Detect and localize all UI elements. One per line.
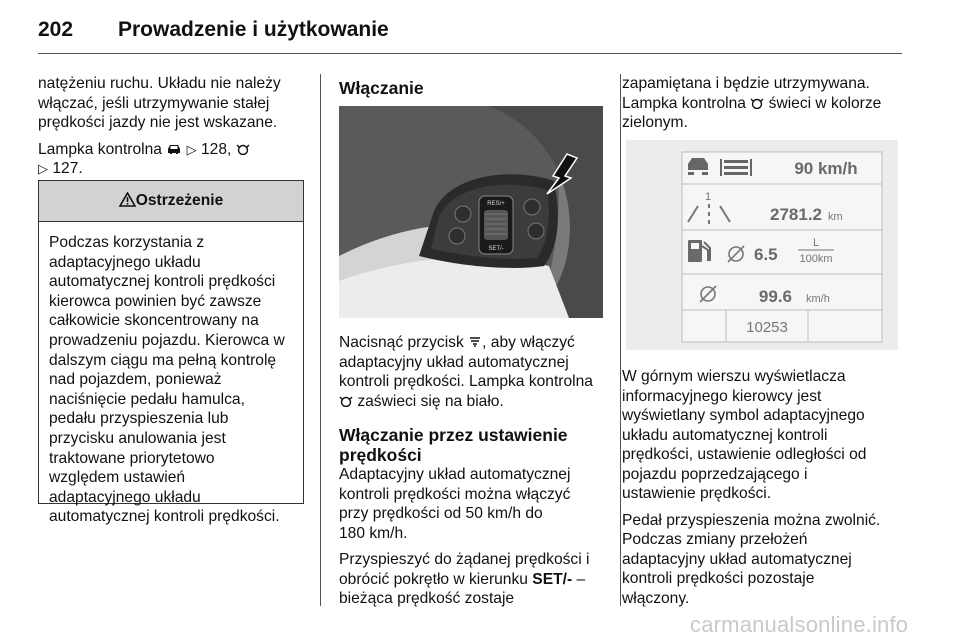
paragraph [622, 367, 912, 504]
warning-line: przycisku anulowania jest [49, 429, 226, 447]
gap-level: 1 [704, 191, 712, 203]
set-minus-label: SET/- [532, 570, 573, 588]
page-reference: 128, [201, 140, 232, 158]
odometer-value: 10253 [746, 319, 788, 336]
driver-info-display [626, 140, 898, 350]
column-3-top [622, 74, 912, 133]
text-span: Lampka kontrolna [622, 94, 746, 112]
fuel-unit-liters: L [812, 237, 820, 249]
page-reference-icon: ▷ [38, 161, 48, 176]
text-span: Lampka kontrolna [38, 140, 162, 158]
section-heading-wrap [339, 78, 424, 98]
text-line: przy prędkości od 50 km/h do [339, 505, 543, 522]
average-speed-unit: km/h [806, 293, 830, 305]
text-line: prędkości jazdy nie jest wskazane. [38, 114, 278, 131]
text-line: Pedał przyspieszenia można zwolnić. [622, 511, 881, 529]
text-line: prędkości, ustawienie odległości od [622, 446, 867, 463]
indicator-paragraph [38, 140, 308, 179]
warning-line: dalszym ciągu ma pełną kontrolę [49, 351, 277, 369]
text-line: Podczas zmiany przełożeń [622, 531, 808, 548]
text-span: świeci w kolorze [764, 94, 882, 112]
paragraph [339, 550, 609, 609]
text-line: natężeniu ruchu. Układu nie należy [38, 75, 281, 92]
paragraph [339, 465, 609, 543]
warning-line: traktowane priorytetowo [49, 449, 215, 467]
text-line: kontroli prędkości pozostaje [622, 570, 815, 587]
car-indicator-icon [166, 143, 182, 155]
page-reference: 127. [52, 160, 83, 177]
text-line: zapamiętana i będzie utrzymywana. [622, 75, 870, 92]
subheading-line: prędkości [339, 445, 422, 465]
warning-title: Ostrzeżenie [135, 192, 224, 209]
warning-line: naciśnięcie pedału hamulca, [49, 390, 245, 408]
wheel-label-res: RES/+ [487, 201, 505, 207]
warning-line: kierowca powinien być zawsze [49, 292, 262, 310]
warning-box [38, 180, 304, 526]
intro-paragraph [38, 74, 308, 133]
subheading [339, 425, 609, 465]
text-line: ustawienie prędkości. [622, 485, 772, 502]
warning-line: prowadzeniu pojazdu. Kierowca w [49, 331, 285, 349]
text-line: W górnym wierszu wyświetlacza [622, 368, 846, 385]
acc-button-icon [468, 336, 482, 348]
column-3-bottom [622, 367, 912, 608]
acc-indicator-icon [750, 97, 764, 109]
set-speed-value: 90 km/h [794, 159, 858, 178]
text-span: Nacisnąć przycisk [339, 334, 464, 351]
warning-triangle-icon [119, 192, 136, 207]
average-speed-value: 99.6 [758, 287, 792, 306]
column-divider-1 [320, 74, 321, 606]
text-line: wyświetlany symbol adaptacyjnego [622, 407, 865, 424]
warning-line: Podczas korzystania z [49, 234, 205, 251]
text-line: adaptacyjny układ automatycznej [622, 550, 852, 568]
text-line: układu automatycznej kontroli [622, 426, 828, 444]
warning-line: automatycznej kontroli prędkości. [49, 508, 280, 526]
text-line: kontroli prędkości. Lampka kontrolna [339, 373, 593, 390]
header-rule [38, 53, 902, 54]
subheading-line: Włączanie przez ustawienie [339, 425, 568, 445]
warning-line: automatycznej kontroli prędkości [49, 273, 276, 291]
warning-line: względem ustawień [49, 469, 186, 487]
trip-unit: km [828, 211, 843, 223]
wheel-label-set: SET/- [488, 246, 504, 252]
text-line: włączać, jeśli utrzymywanie stałej [38, 94, 270, 112]
acc-indicator-icon [339, 395, 353, 407]
trip-value: 2781.2 [770, 205, 822, 224]
text-span: – [572, 570, 586, 588]
text-line: 180 km/h. [339, 524, 408, 542]
steering-wheel-illustration [339, 106, 603, 318]
section-heading: Włączanie [339, 78, 424, 98]
text-line: Adaptacyjny układ automatycznej [339, 466, 571, 483]
text-span: zaświeci się na biało. [353, 392, 504, 410]
paragraph [622, 74, 912, 133]
page-reference-icon: ▷ [186, 141, 197, 157]
page-number: 202 [38, 18, 74, 41]
text-line: zielonym. [622, 114, 688, 131]
warning-line: nad pojazdem, ponieważ [49, 371, 222, 389]
fuel-unit-distance: 100km [799, 253, 833, 265]
paragraph [339, 333, 609, 411]
warning-line: adaptacyjnego układu [49, 253, 201, 271]
column-1 [38, 74, 308, 179]
text-line: kontroli prędkości można włączyć [339, 485, 571, 503]
text-line: adaptacyjny układ automatycznej [339, 353, 569, 371]
text-span: , aby włączyć [482, 334, 575, 351]
paragraph [622, 511, 912, 609]
text-span: obrócić pokrętło w kierunku [339, 570, 528, 588]
fuel-consumption-value: 6.5 [754, 245, 778, 264]
column-divider-2 [620, 74, 621, 606]
text-line: pojazdu poprzedzającego i [622, 465, 808, 483]
page-title: Prowadzenie i użytkowanie [118, 18, 389, 41]
display-drawing [626, 140, 898, 350]
distance-bars-icon [720, 159, 752, 176]
text-line: informacyjnego kierowcy jest [622, 387, 822, 405]
steering-wheel-drawing [339, 106, 603, 318]
warning-line: całkowicie skoncentrowany na [49, 312, 259, 330]
watermark: carmanualsonline.info [690, 612, 909, 637]
text-line: włączony. [622, 589, 690, 607]
text-line: bieżąca prędkość zostaje [339, 590, 515, 607]
acc-indicator-icon [236, 143, 250, 155]
warning-text [39, 222, 303, 527]
warning-line: pedału przyspieszenia lub [49, 410, 229, 428]
column-2 [339, 333, 609, 609]
text-line: Przyspieszyć do żądanej prędkości i [339, 551, 590, 568]
warning-header [39, 181, 303, 222]
warning-line: adaptacyjnego układu [49, 488, 201, 506]
